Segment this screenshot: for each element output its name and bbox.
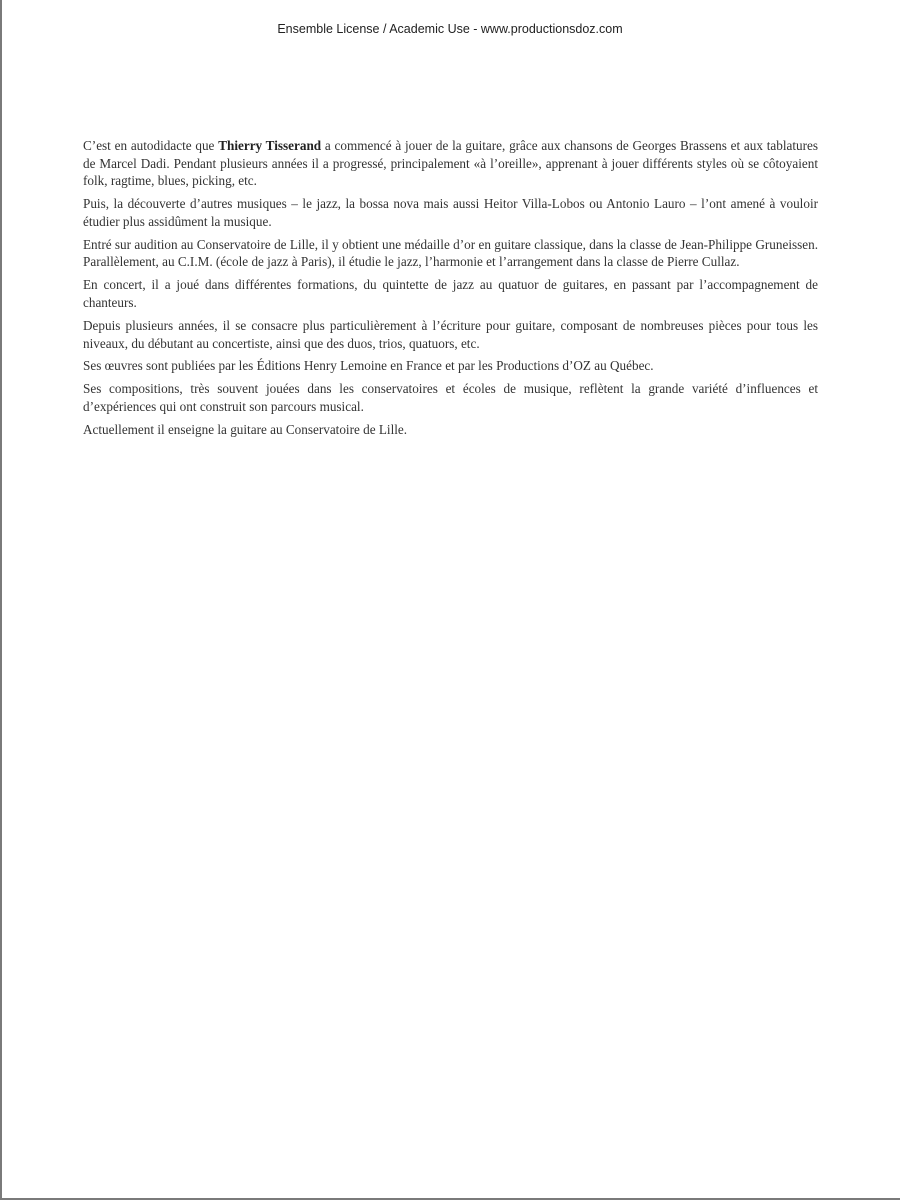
biography-text bbox=[83, 137, 818, 444]
license-header: Ensemble License / Academic Use - www.productionsdoz.com bbox=[277, 22, 623, 36]
bio-paragraph-8: Actuellement il enseigne la guitare au Conservatoire de Lille. bbox=[83, 422, 408, 438]
bio-intro-continuation: a commencé à jouer de la guitare, grâce aux chansons de Georges Brassens et aux tablatures de Marcel Dadi. Pendant plusieurs années il a progressé, principalement «à l’oreille», apprenant à jouer différents styles où se côtoyaient folk, ragtime, blues, picking, etc. bbox=[83, 138, 819, 189]
bio-paragraph-4: En concert, il a joué dans différentes formations, du quintette de jazz au quatuor de guitares, en passant par l’accompagnement de chanteurs. bbox=[83, 277, 818, 310]
bio-paragraph-6: Ses œuvres sont publiées par les Éditions Henry Lemoine en France et par les Productions d’OZ au Québec. bbox=[83, 358, 654, 374]
page-edge-left bbox=[0, 0, 2, 1200]
bio-intro-text: C’est en autodidacte que bbox=[83, 138, 219, 153]
bio-paragraph-2: Puis, la découverte d’autres musiques – le jazz, la bossa nova mais aussi Heitor Villa-Lobos ou Antonio Lauro – l’ont amené à vouloir étudier plus assidûment la musique. bbox=[83, 196, 818, 229]
bio-paragraph-5: Depuis plusieurs années, il se consacre plus particulièrement à l’écriture pour guitare, composant de nombreuses pièces pour tous les niveaux, du débutant au concertiste, ainsi que des duos, trios, quatuors, etc. bbox=[83, 317, 818, 351]
composer-name: Thierry Tisserand bbox=[218, 138, 322, 153]
bio-paragraph-3: Entré sur audition au Conservatoire de Lille, il y obtient une médaille d’or en guitare classique, dans la classe de Jean-Philippe Gruneissen. Parallèlement, au C.I.M. (école de jazz à Paris), il étudie le jazz, l’harmonie et l’arrangement dans la classe de Pierre Cullaz. bbox=[83, 236, 818, 270]
bio-paragraph-1 bbox=[83, 137, 818, 190]
bio-paragraph-7: Ses compositions, très souvent jouées dans les conservatoires et écoles de musique, reflètent la grande variété d’influences et d’expériences qui ont construit son parcours musical. bbox=[83, 381, 818, 415]
